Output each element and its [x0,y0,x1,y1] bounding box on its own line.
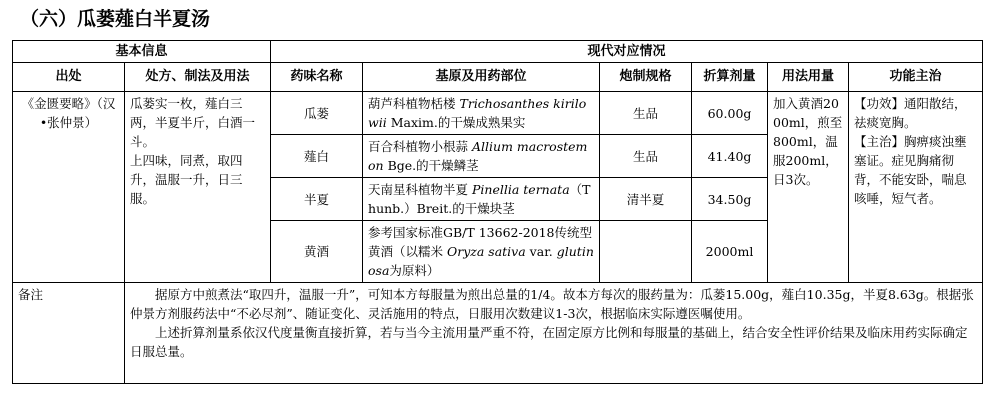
prescription-method: 上四味，同煮，取四升，温服一升，日三服。 [130,153,243,206]
usage-cell: 加入黄酒2000ml，煎至800ml，温服200ml，日3次。 [768,92,849,283]
col-source-header: 出处 [13,63,125,92]
col-herb-header: 药味名称 [271,63,363,92]
notes-cell [125,283,983,384]
col-prescription-header: 处方、制法及用法 [125,63,271,92]
prescription-composition: 瓜蒌实一枚，薤白三两，半夏半斤，白酒一斗。 [130,96,256,149]
notes-paragraph: 据原方中煎煮法“取四升，温服一升”，可知本方每服量为煎出总量的1/4。故本方每次的服药量为：瓜蒌15.00g，薤白10.35g，半夏8.63g。根据张仲景方剂服药法中“不必尽剂”、随证变化、灵活施用的特点，日服用次数建议1-3次，根据临床实际遵医嘱使用。 [130,287,974,321]
latin-name: Pinellia ternata [472,182,570,197]
latin-name: Trichosanthes kirilowii [368,96,587,130]
latin-variety: glutinosa [368,244,594,278]
herb-name: 瓜蒌 [271,92,363,135]
herb-origin: 葫芦科植物栝楼 Trichosanthes kirilowii Maxim.的干燥成熟果实 [363,92,600,135]
col-origin-header: 基原及用药部位 [363,63,600,92]
herb-processing: 生品 [600,92,692,135]
herb-dose: 41.40g [692,135,768,178]
col-dose-header: 折算剂量 [692,63,768,92]
herb-name: 半夏 [271,178,363,221]
function-efficacy: 【功效】通阳散结，祛痰宽胸。 [854,96,967,130]
herb-name: 黄酒 [271,221,363,283]
herb-processing: 清半夏 [600,178,692,221]
herb-processing: 生品 [600,135,692,178]
col-usage-header: 用法用量 [768,63,849,92]
modern-info-header: 现代对应情况 [271,41,983,63]
col-processing-header: 炮制规格 [600,63,692,92]
herb-dose: 2000ml [692,221,768,283]
notes-paragraph: 上述折算剂量系依汉代度量衡直接折算，若与当今主流用量严重不符，在固定原方比例和每服量的基础上，结合安全性评价结果及临床用药实际确定日服总量。 [130,325,968,359]
page-title: （六）瓜蒌薤白半夏汤 [20,8,211,30]
herb-origin: 百合科植物小根蒜 Allium macrostemon Bge.的干燥鳞茎 [363,135,600,178]
herb-origin: 参考国家标准GB/T 13662-2018传统型黄酒（以糯米 Oryza sativa var. glutinosa为原料） [363,221,600,283]
herb-dose: 34.50g [692,178,768,221]
latin-name: Allium macrostemon [368,139,588,173]
herb-dose: 60.00g [692,92,768,135]
latin-name: Oryza sativa [447,244,526,259]
function-cell [849,92,983,283]
function-indication: 【主治】胸痹痰浊壅塞证。症见胸痛彻背，不能安卧，喘息咳唾，短气者。 [854,134,967,206]
herb-processing [600,221,692,283]
prescription-table [12,40,983,384]
prescription-cell [125,92,271,283]
source-cell: 《金匮要略》（汉•张仲景） [13,92,125,283]
herb-origin: 天南星科植物半夏 Pinellia ternata（Thunb.）Breit.的干燥块茎 [363,178,600,221]
basic-info-header: 基本信息 [13,41,271,63]
notes-label: 备注 [13,283,125,384]
col-function-header: 功能主治 [849,63,983,92]
herb-name: 薤白 [271,135,363,178]
